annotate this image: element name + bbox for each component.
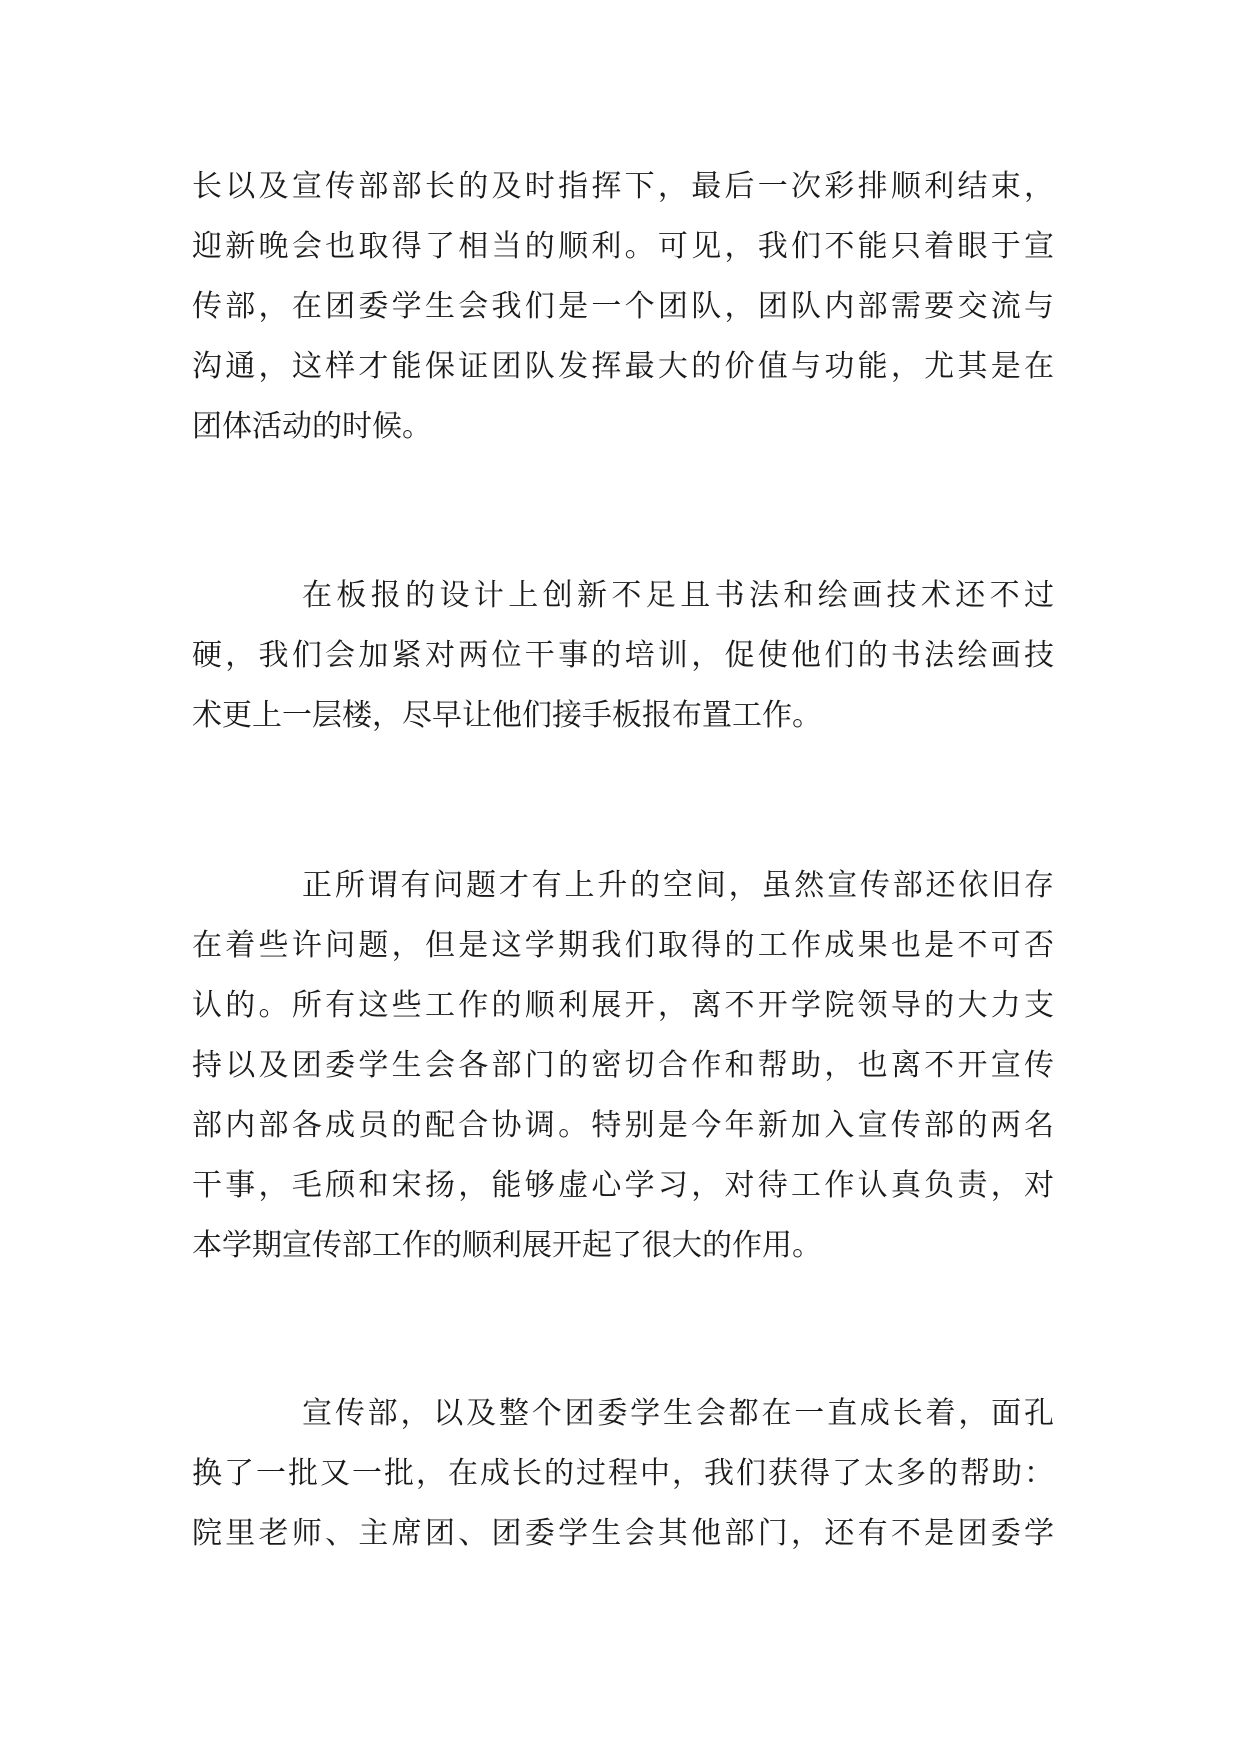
text-line: 沟通，这样才能保证团队发挥最大的价值与功能，尤其是在: [192, 349, 1054, 384]
text-line: 宣传部，以及整个团委学生会都在一直成长着，面孔: [302, 1396, 1054, 1431]
paragraph-growth: [192, 1384, 1054, 1564]
text-line: 术更上一层楼，尽早让他们接手板报布置工作。: [192, 698, 822, 733]
text-line: 迎新晚会也取得了相当的顺利。可见，我们不能只着眼于宣: [192, 229, 1054, 264]
text-line: 干事，毛颀和宋扬，能够虚心学习，对待工作认真负责，对: [192, 1168, 1054, 1203]
text-line: 传部，在团委学生会我们是一个团队，团队内部需要交流与: [192, 289, 1054, 324]
paragraph-blackboard: [192, 566, 1054, 746]
text-line: 团体活动的时候。: [192, 409, 432, 444]
text-line: 院里老师、主席团、团委学生会其他部门，还有不是团委学: [192, 1516, 1054, 1551]
text-line: 在板报的设计上创新不足且书法和绘画技术还不过: [302, 578, 1054, 613]
text-line: 部内部各成员的配合协调。特别是今年新加入宣传部的两名: [192, 1108, 1054, 1143]
paragraph-achievements: [192, 856, 1054, 1276]
text-line: 换了一批又一批，在成长的过程中，我们获得了太多的帮助：: [192, 1456, 1054, 1491]
text-line: 认的。所有这些工作的顺利展开，离不开学院领导的大力支: [192, 988, 1054, 1023]
text-line: 在着些许问题，但是这学期我们取得的工作成果也是不可否: [192, 928, 1054, 963]
text-line: 本学期宣传部工作的顺利展开起了很大的作用。: [192, 1228, 822, 1263]
text-line: 持以及团委学生会各部门的密切合作和帮助，也离不开宣传: [192, 1048, 1054, 1083]
text-line: 长以及宣传部部长的及时指挥下，最后一次彩排顺利结束，: [192, 169, 1054, 204]
paragraph-teamwork: [192, 157, 1054, 457]
text-line: 硬，我们会加紧对两位干事的培训，促使他们的书法绘画技: [192, 638, 1054, 673]
text-line: 正所谓有问题才有上升的空间，虽然宣传部还依旧存: [302, 868, 1054, 903]
